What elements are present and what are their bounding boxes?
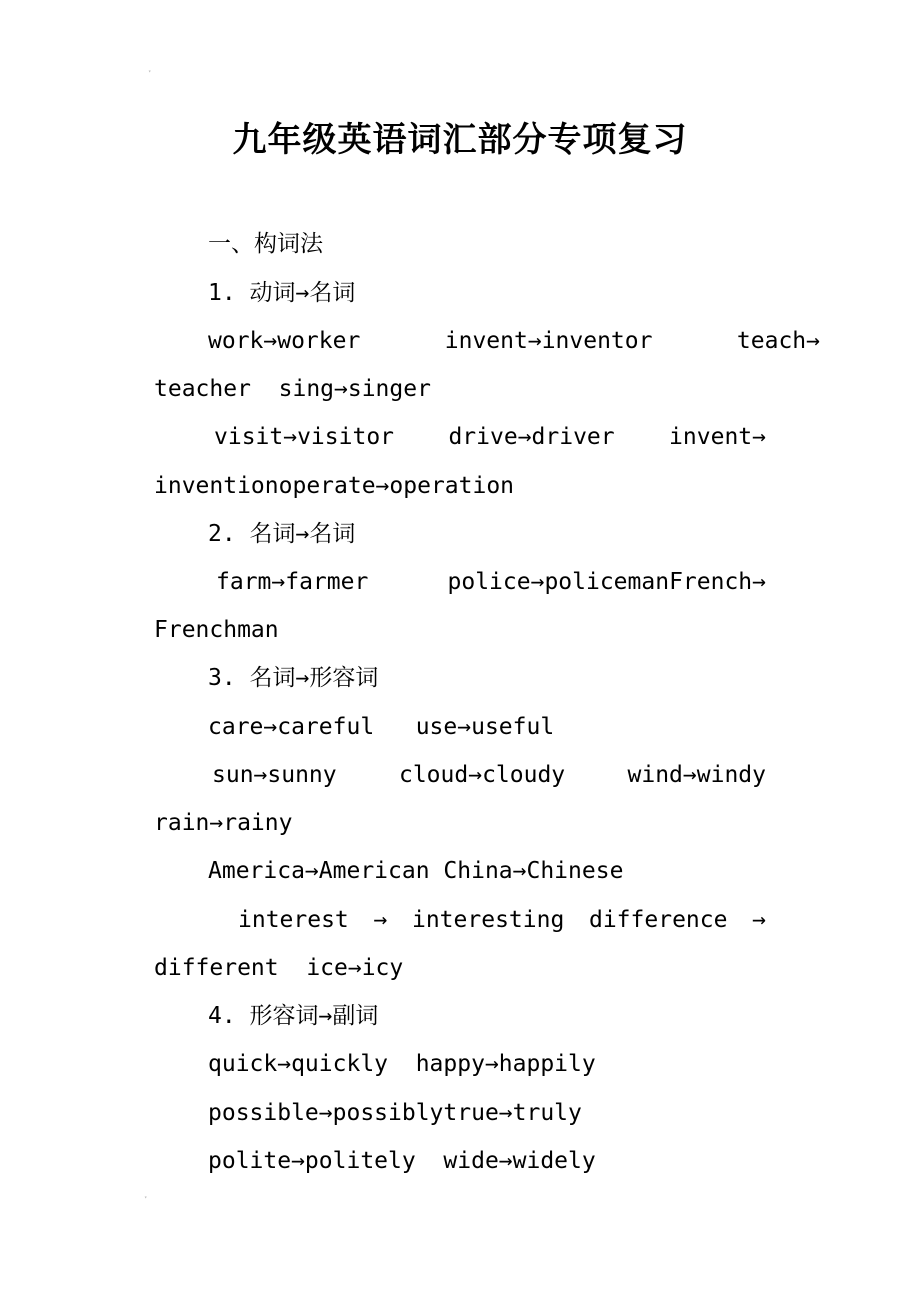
document-title: 九年级英语词汇部分专项复习: [232, 120, 688, 160]
text-line: sun→sunny cloud→cloudy wind→windy: [212, 762, 766, 788]
text-line: possible→possiblytrue→truly: [208, 1100, 582, 1126]
text-line: Frenchman: [154, 617, 279, 643]
text-line: quick→quickly happy→happily: [208, 1051, 596, 1077]
text-line: inventionoperate→operation: [154, 473, 515, 499]
text-line: teacher sing→singer: [154, 376, 431, 402]
text-line: rain→rainy: [154, 810, 293, 836]
text-line: polite→politely wide→widely: [208, 1148, 596, 1174]
text-line: farm→farmer police→policemanFrench→: [216, 569, 766, 595]
subheading-adjective-to-adverb: 4. 形容词→副词: [208, 1003, 379, 1029]
corner-mark-top: ˑ: [148, 66, 153, 80]
text-line: care→careful use→useful: [208, 714, 555, 740]
text-line: work→worker invent→inventor teach→: [208, 328, 820, 354]
section-heading-word-formation: 一、构词法: [208, 231, 323, 257]
text-line: different ice→icy: [154, 955, 404, 981]
text-line: visit→visitor drive→driver invent→: [214, 424, 766, 450]
corner-mark-bottom: ˑ: [144, 1192, 149, 1206]
subheading-noun-to-noun: 2. 名词→名词: [208, 521, 356, 547]
text-line: America→American China→Chinese: [208, 858, 624, 884]
subheading-verb-to-noun: 1. 动词→名词: [208, 280, 356, 306]
subheading-noun-to-adjective: 3. 名词→形容词: [208, 665, 379, 691]
text-line: interest → interesting difference →: [238, 907, 766, 933]
